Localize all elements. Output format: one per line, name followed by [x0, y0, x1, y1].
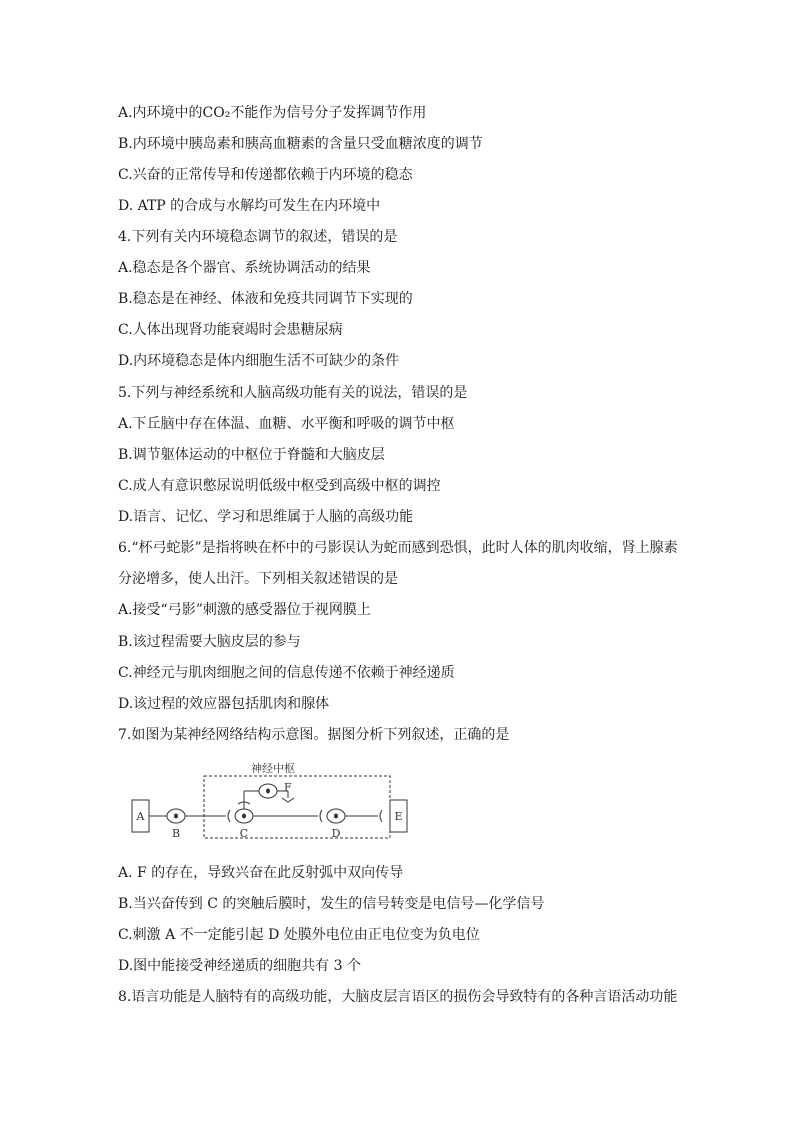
label-d: D [331, 827, 341, 840]
neural-center-box [204, 776, 390, 838]
option-7c: C.刺激 A 不一定能引起 D 处膜外电位由正电位变为负电位 [118, 927, 480, 943]
option-6a: A.接受“弓影”刺激的感受器位于视网膜上 [118, 602, 371, 618]
option-6b: B.该过程需要大脑皮层的参与 [118, 634, 301, 650]
option-5a: A.下丘脑中存在体温、血糖、水平衡和呼吸的调节中枢 [118, 416, 455, 432]
option-5d: D.语言、记忆、学习和思维属于人脑的高级功能 [118, 509, 414, 525]
label-b: B [171, 827, 181, 840]
label-f: F [284, 781, 292, 794]
diagram-svg [128, 758, 418, 846]
question-6-line-2: 分泌增多，使人出汗。下列相关叙述错误的是 [118, 571, 398, 587]
option-4a: A.稳态是各个器官、系统协调活动的结果 [118, 260, 371, 276]
question-8: 8.语言功能是人脑特有的高级功能，大脑皮层言语区的损伤会导致特有的各种言语活动功能 [118, 989, 678, 1005]
option-7d: D.图中能接受神经递质的细胞共有 3 个 [118, 958, 361, 974]
label-c: C [239, 827, 249, 840]
option-4d: D.内环境稳态是体内细胞生活不可缺少的条件 [118, 353, 400, 369]
option-7b: B.当兴奋传到 C 的突触后膜时，发生的信号转变是电信号—化学信号 [118, 896, 545, 912]
option-6d: D.该过程的效应器包括肌肉和腺体 [118, 696, 330, 712]
option-4c: C.人体出现肾功能衰竭时会患糖尿病 [118, 322, 343, 338]
option-3c: C.兴奋的正常传导和传递都依赖于内环境的稳态 [118, 167, 413, 183]
question-5: 5.下列与神经系统和人脑高级功能有关的说法，错误的是 [118, 385, 468, 401]
option-3a: A.内环境中的CO₂不能作为信号分子发挥调节作用 [118, 105, 427, 121]
option-5b: B.调节躯体运动的中枢位于脊髓和大脑皮层 [118, 447, 385, 463]
question-4: 4.下列有关内环境稳态调节的叙述，错误的是 [118, 229, 398, 245]
option-3b: B.内环境中胰岛素和胰高血糖素的含量只受血糖浓度的调节 [118, 136, 483, 152]
option-6c: C.神经元与肌肉细胞之间的信息传递不依赖于神经递质 [118, 665, 455, 681]
label-e: E [394, 810, 403, 823]
option-4b: B.稳态是在神经、体液和免疫共同调节下实现的 [118, 291, 413, 307]
neural-center-label: 神经中枢 [251, 762, 295, 775]
question-7: 7.如图为某神经网络结构示意图。据图分析下列叙述，正确的是 [118, 727, 510, 743]
neural-network-diagram [128, 758, 418, 850]
option-5c: C.成人有意识憋尿说明低级中枢受到高级中枢的调控 [118, 478, 441, 494]
option-3d: D. ATP 的合成与水解均可发生在内环境中 [118, 198, 381, 214]
question-6-line-1: 6.“杯弓蛇影”是指将映在杯中的弓影误认为蛇而感到恐惧，此时人体的肌肉收缩，肾上腺素 [118, 540, 678, 556]
option-7a: A. F 的存在，导致兴奋在此反射弧中双向传导 [118, 865, 404, 881]
label-a: A [136, 810, 145, 823]
